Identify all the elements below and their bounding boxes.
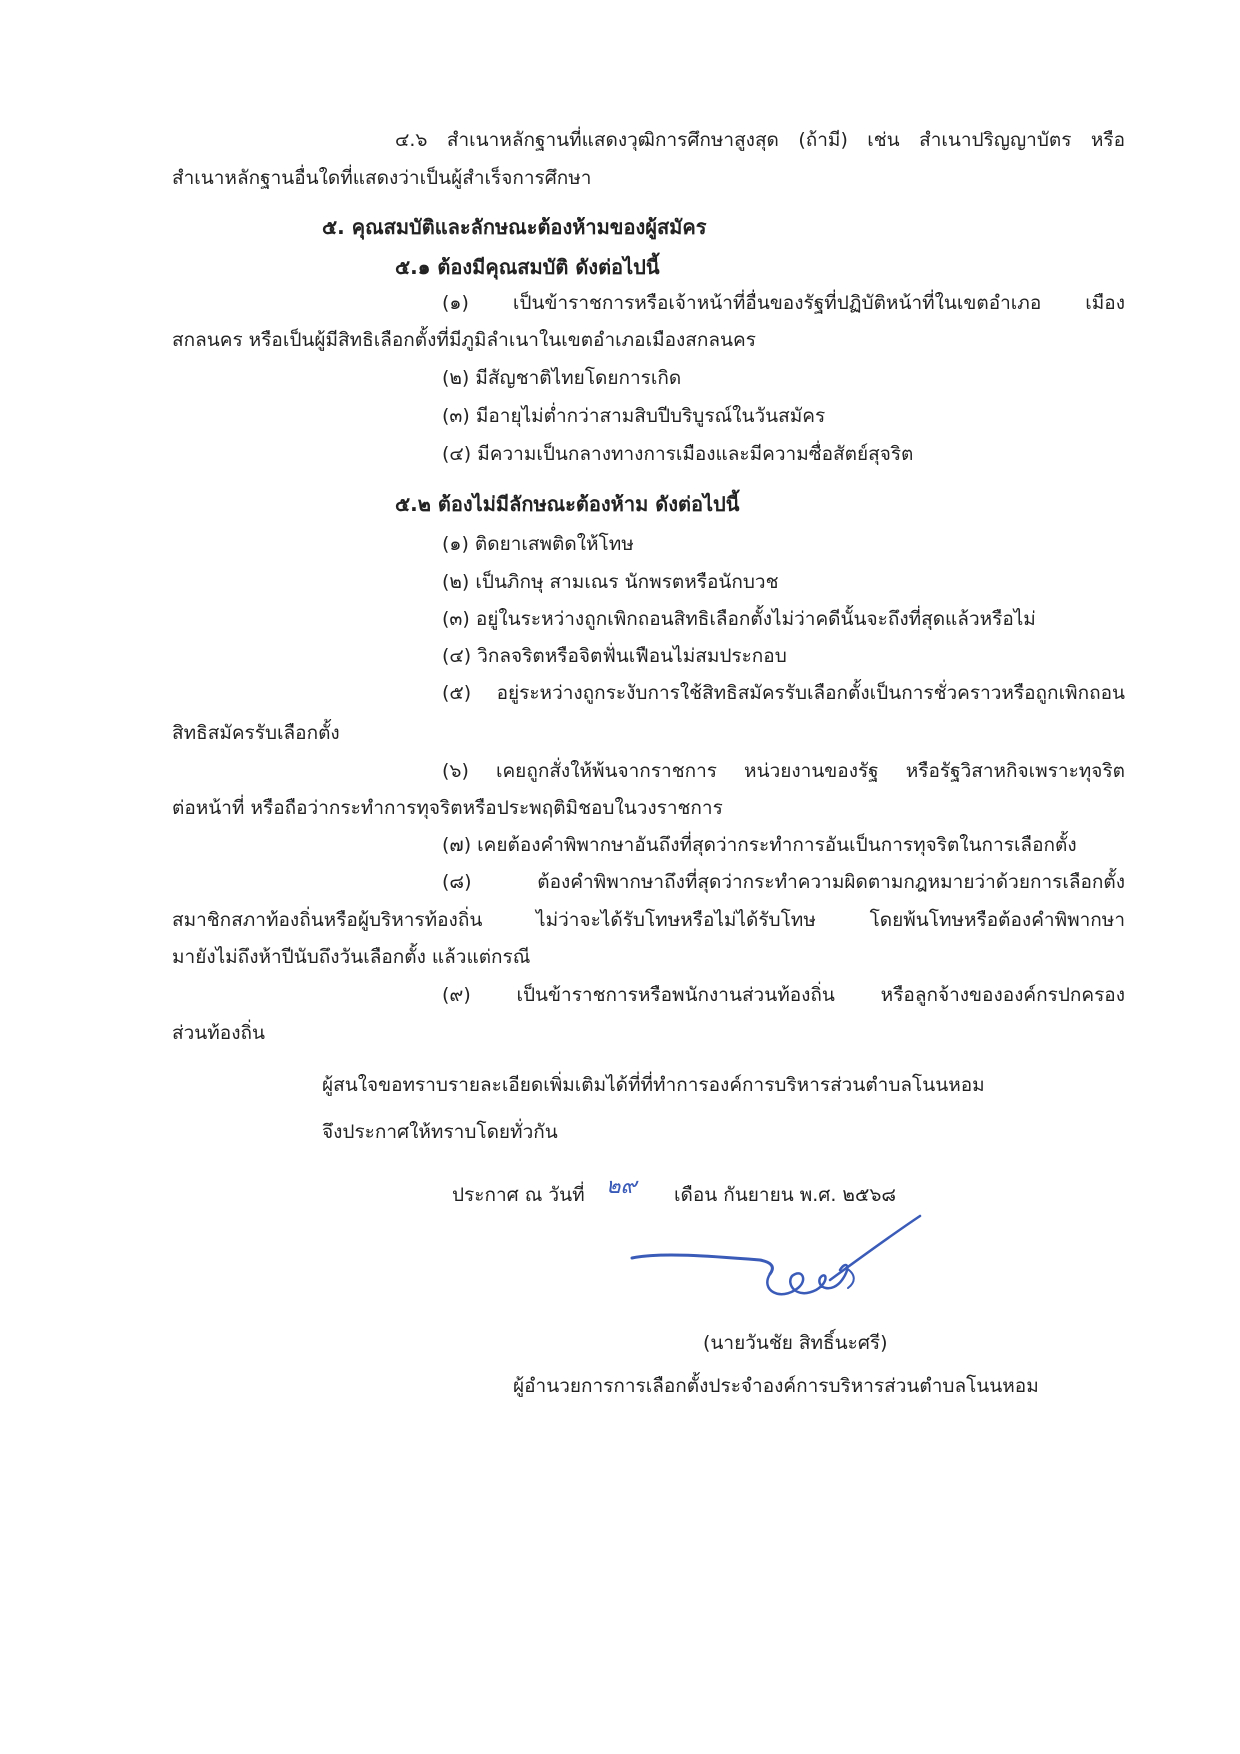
section-5-1-heading: ๕.๑ ต้องมีคุณสมบัติ ดังต่อไปนี้ xyxy=(395,255,660,279)
section-5-1-item2: (๒) มีสัญชาติไทยโดยการเกิด xyxy=(442,367,682,389)
section-5-2-item8-line1: (๘) ต้องคำพิพากษาถึงที่สุดว่ากระทำความผิดตามกฎหมายว่าด้วยการเลือกตั้ง xyxy=(442,871,1125,893)
date-suffix: เดือน กันยายน พ.ศ. ๒๕๖๘ xyxy=(674,1184,897,1206)
signer-name: (นายวันชัย สิทธิ์นะศรี) xyxy=(703,1332,888,1354)
section-4-6-line1: ๔.๖ สำเนาหลักฐานที่แสดงวุฒิการศึกษาสูงสุด (ถ้ามี) เช่น สำเนาปริญญาบัตร หรือ xyxy=(395,129,1125,151)
section-5-1-item1-line2: สกลนคร หรือเป็นผู้มีสิทธิเลือกตั้งที่มีภูมิลำเนาในเขตอำเภอเมืองสกลนคร xyxy=(172,329,756,351)
section-5-2-item5-line2: สิทธิสมัครรับเลือกตั้ง xyxy=(172,722,340,744)
section-5-2-item7: (๗) เคยต้องคำพิพากษาอันถึงที่สุดว่ากระทำการอันเป็นการทุจริตในการเลือกตั้ง xyxy=(442,834,1077,856)
section-5-2-item6-line1: (๖) เคยถูกสั่งให้พ้นจากราชการ หน่วยงานของรัฐ หรือรัฐวิสาหกิจเพราะทุจริต xyxy=(442,760,1125,782)
section-5-1-item4: (๔) มีความเป็นกลางทางการเมืองและมีความซื่อสัตย์สุจริต xyxy=(442,443,914,465)
section-5-2-item5-line1: (๕) อยู่ระหว่างถูกระงับการใช้สิทธิสมัครรับเลือกตั้งเป็นการชั่วคราวหรือถูกเพิกถอน xyxy=(442,682,1125,704)
section-5-1-item3: (๓) มีอายุไม่ต่ำกว่าสามสิบปีบริบูรณ์ในวันสมัคร xyxy=(442,405,826,427)
section-4-6-line2: สำเนาหลักฐานอื่นใดที่แสดงว่าเป็นผู้สำเร็จการศึกษา xyxy=(172,167,592,189)
announce-text: จึงประกาศให้ทราบโดยทั่วกัน xyxy=(322,1121,558,1143)
section-5-2-item2: (๒) เป็นภิกษุ สามเณร นักพรตหรือนักบวช xyxy=(442,571,779,593)
signature-image xyxy=(620,1210,940,1320)
date-prefix: ประกาศ ณ วันที่ xyxy=(452,1184,585,1206)
section-5-2-item3: (๓) อยู่ในระหว่างถูกเพิกถอนสิทธิเลือกตั้งไม่ว่าคดีนั้นจะถึงที่สุดแล้วหรือไม่ xyxy=(442,608,1036,630)
section-5-2-item1: (๑) ติดยาเสพติดให้โทษ xyxy=(442,533,634,555)
signer-title: ผู้อำนวยการการเลือกตั้งประจำองค์การบริหารส่วนตำบลโนนหอม xyxy=(513,1375,1039,1397)
inquiry-text: ผู้สนใจขอทราบรายละเอียดเพิ่มเติมได้ที่ที่ทำการองค์การบริหารส่วนตำบลโนนหอม xyxy=(322,1074,985,1096)
section-5-1-item1-line1: (๑) เป็นข้าราชการหรือเจ้าหน้าที่อื่นของรัฐที่ปฏิบัติหน้าที่ในเขตอำเภอ เมือง xyxy=(442,292,1125,314)
section-5-2-item8-line3: มายังไม่ถึงห้าปีนับถึงวันเลือกตั้ง แล้วแต่กรณี xyxy=(172,946,531,968)
section-5-2-item9-line2: ส่วนท้องถิ่น xyxy=(172,1022,265,1044)
date-day-handwritten: ๒๙ xyxy=(606,1174,637,1199)
section-5-2-item4: (๔) วิกลจริตหรือจิตฟั่นเฟือนไม่สมประกอบ xyxy=(442,645,787,667)
section-5-2-item6-line2: ต่อหน้าที่ หรือถือว่ากระทำการทุจริตหรือประพฤติมิชอบในวงราชการ xyxy=(172,797,723,819)
section-5-2-item8-line2: สมาชิกสภาท้องถิ่นหรือผู้บริหารท้องถิ่น ไม่ว่าจะได้รับโทษหรือไม่ได้รับโทษ โดยพ้นโทษหรือต้องคำพิพากษา xyxy=(172,909,1125,931)
section-5-heading: ๕. คุณสมบัติและลักษณะต้องห้ามของผู้สมัคร xyxy=(322,215,707,239)
section-5-2-heading: ๕.๒ ต้องไม่มีลักษณะต้องห้าม ดังต่อไปนี้ xyxy=(395,492,740,516)
section-5-2-item9-line1: (๙) เป็นข้าราชการหรือพนักงานส่วนท้องถิ่น หรือลูกจ้างขององค์กรปกครอง xyxy=(442,984,1125,1006)
